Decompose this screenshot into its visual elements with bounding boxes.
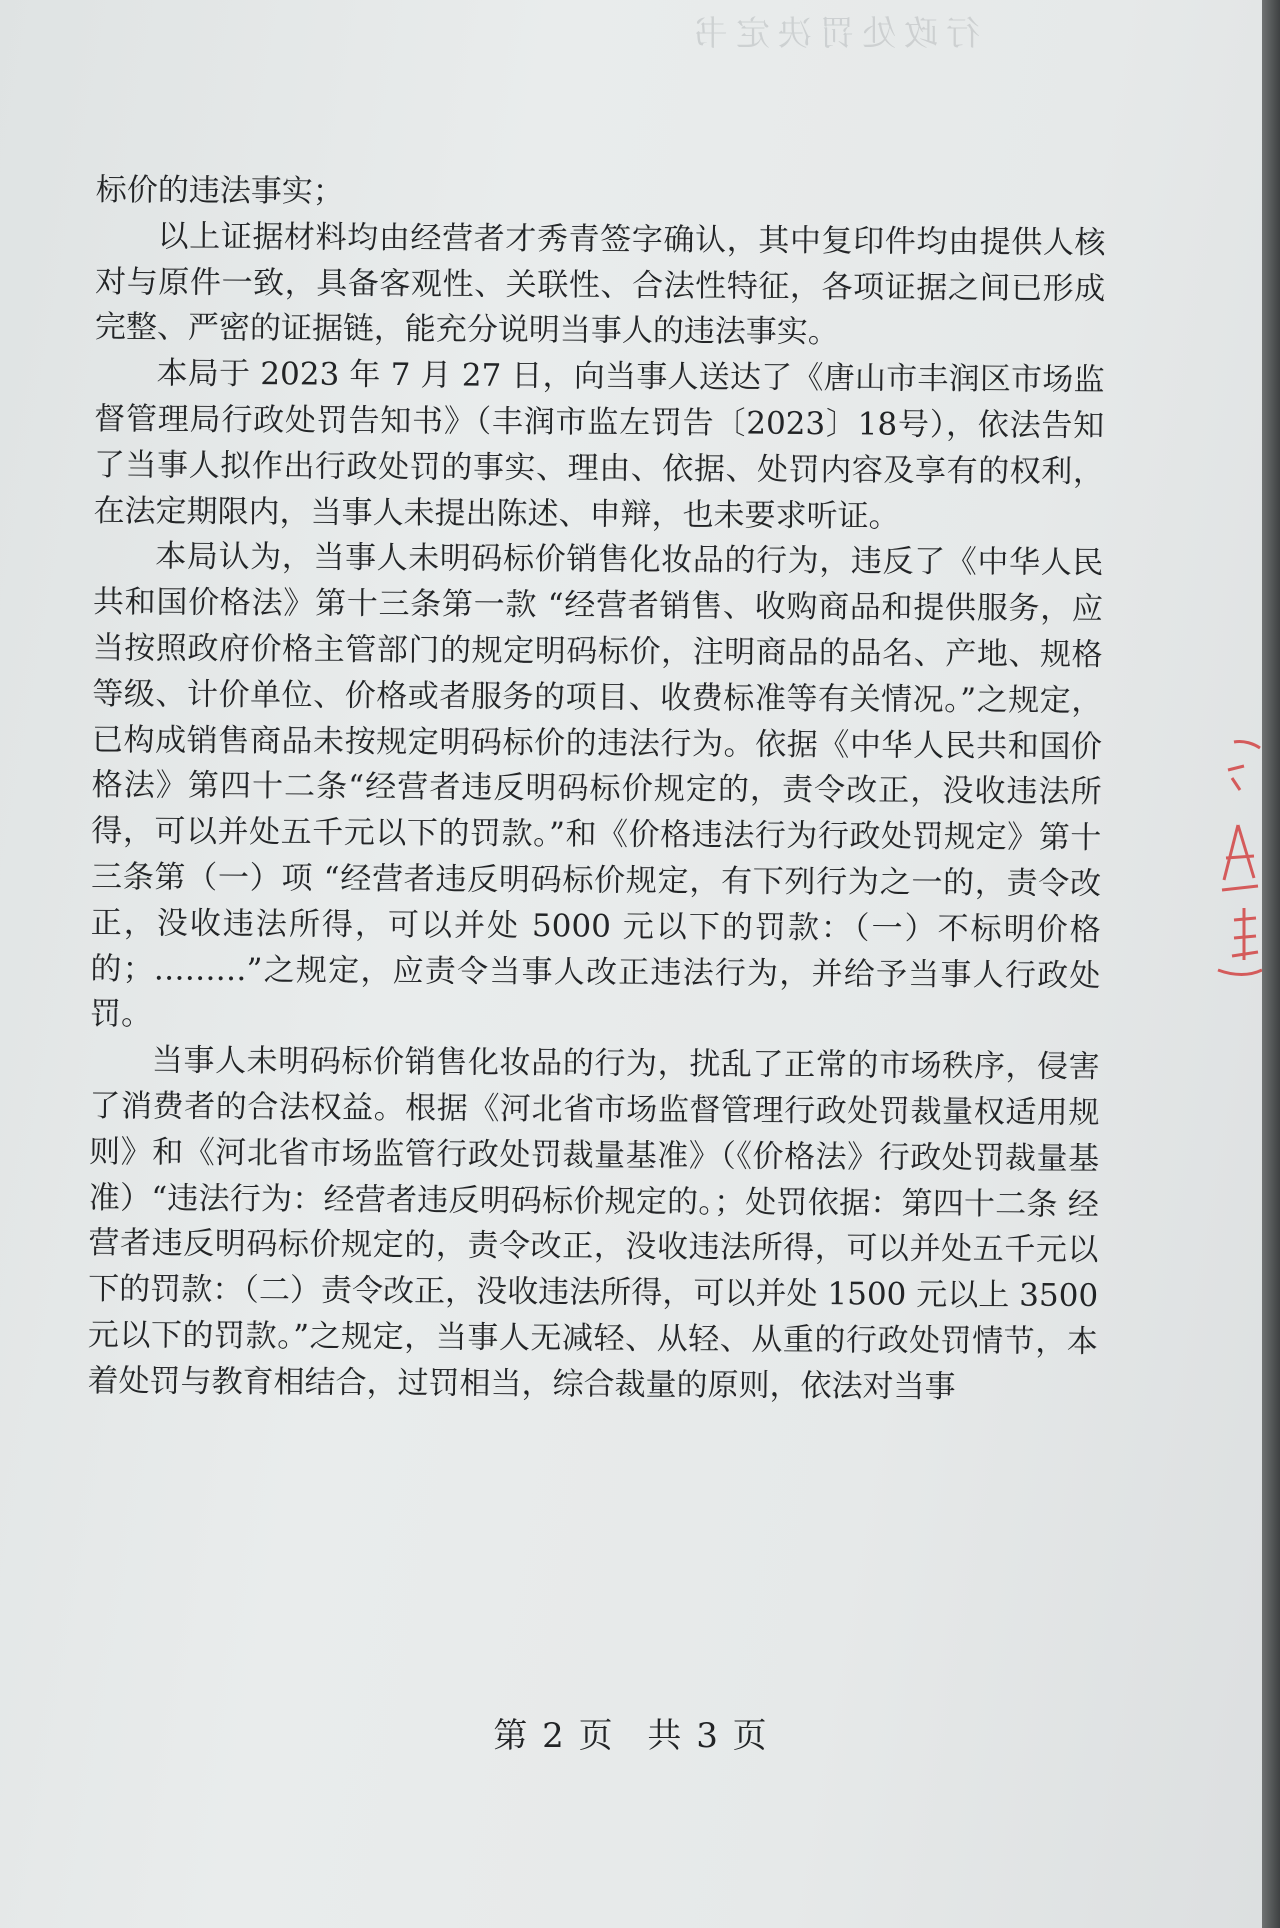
page-total: 共 3 页	[647, 1716, 769, 1756]
bleed-through-text: 行政处罚决定书	[686, 14, 980, 54]
paragraph-2: 以上证据材料均由经营者才秀青签字确认，其中复印件均由提供人核对与原件一致，具备客观性、关联性、合法性特征，各项证据之间已形成完整、严密的证据链，能充分说明当事人的违法事实。	[94, 218, 1106, 351]
paragraph-5: 当事人未明码标价销售化妆品的行为，扰乱了正常的市场秩序，侵害了消费者的合法权益。根据《河北省市场监督管理行政处罚裁量权适用规则》和《河北省市场监管行政处罚裁量基准》（《价格法》行政处罚裁量基准）“违法行为：经营者违反明码标价规定的。；处罚依据：第四十二条 经营者违反明码标价规定的，责令改正，没收违法所得，可以并处五千元以下的罚款：（二）责令改正，没收违法所得，可以并处 1500 元以上 3500 元以下的罚款。”之规定，当事人无减轻、从轻、从重的行政处罚情节，本着处罚与教育相结合，过罚相当，综合裁量的原则，依法对当事	[87, 1042, 1100, 1405]
paragraph-4: 本局认为，当事人未明码标价销售化妆品的行为，违反了《中华人民共和国价格法》第十三条第一款 “经营者销售、收购商品和提供服务，应当按照政府价格主管部门的规定明码标价，注明商品的品名、产地、规格等级、计价单位、价格或者服务的项目、收费标准等有关情况。”之规定，已构成销售商品未按规定明码标价的违法行为。依据《中华人民共和国价格法》第四十二条“经营者违反明码标价规定的，责令改正，没收违法所得，可以并处五千元以下的罚款。”和《价格违法行为行政处罚规定》第十三条第（一）项 “经营者违反明码标价规定，有下列行为之一的，责令改正，没收违法所得，可以并处 5000 元以下的罚款：（一）不标明价格的；………”之规定，应责令当事人改正违法行为，并给予当事人行政处罚。	[89, 538, 1104, 1033]
document-body	[87, 168, 1106, 1412]
page-footer	[0, 1708, 1262, 1757]
paragraph-3: 本局于 2023 年 7 月 27 日，向当事人送达了《唐山市丰润区市场监督管理局行政处罚告知书》（丰润市监左罚告〔2023〕18号），依法告知了当事人拟作出行政处罚的事实、理由、依据、处罚内容及享有的权利，在法定期限内，当事人未提出陈述、申辩，也未要求听证。	[93, 355, 1105, 535]
page-number: 第 2 页	[493, 1716, 615, 1756]
red-seal-fragment	[1214, 730, 1262, 980]
page-edge-shadow	[1262, 0, 1280, 1928]
paragraph-1: 标价的违法事实；	[95, 171, 344, 210]
